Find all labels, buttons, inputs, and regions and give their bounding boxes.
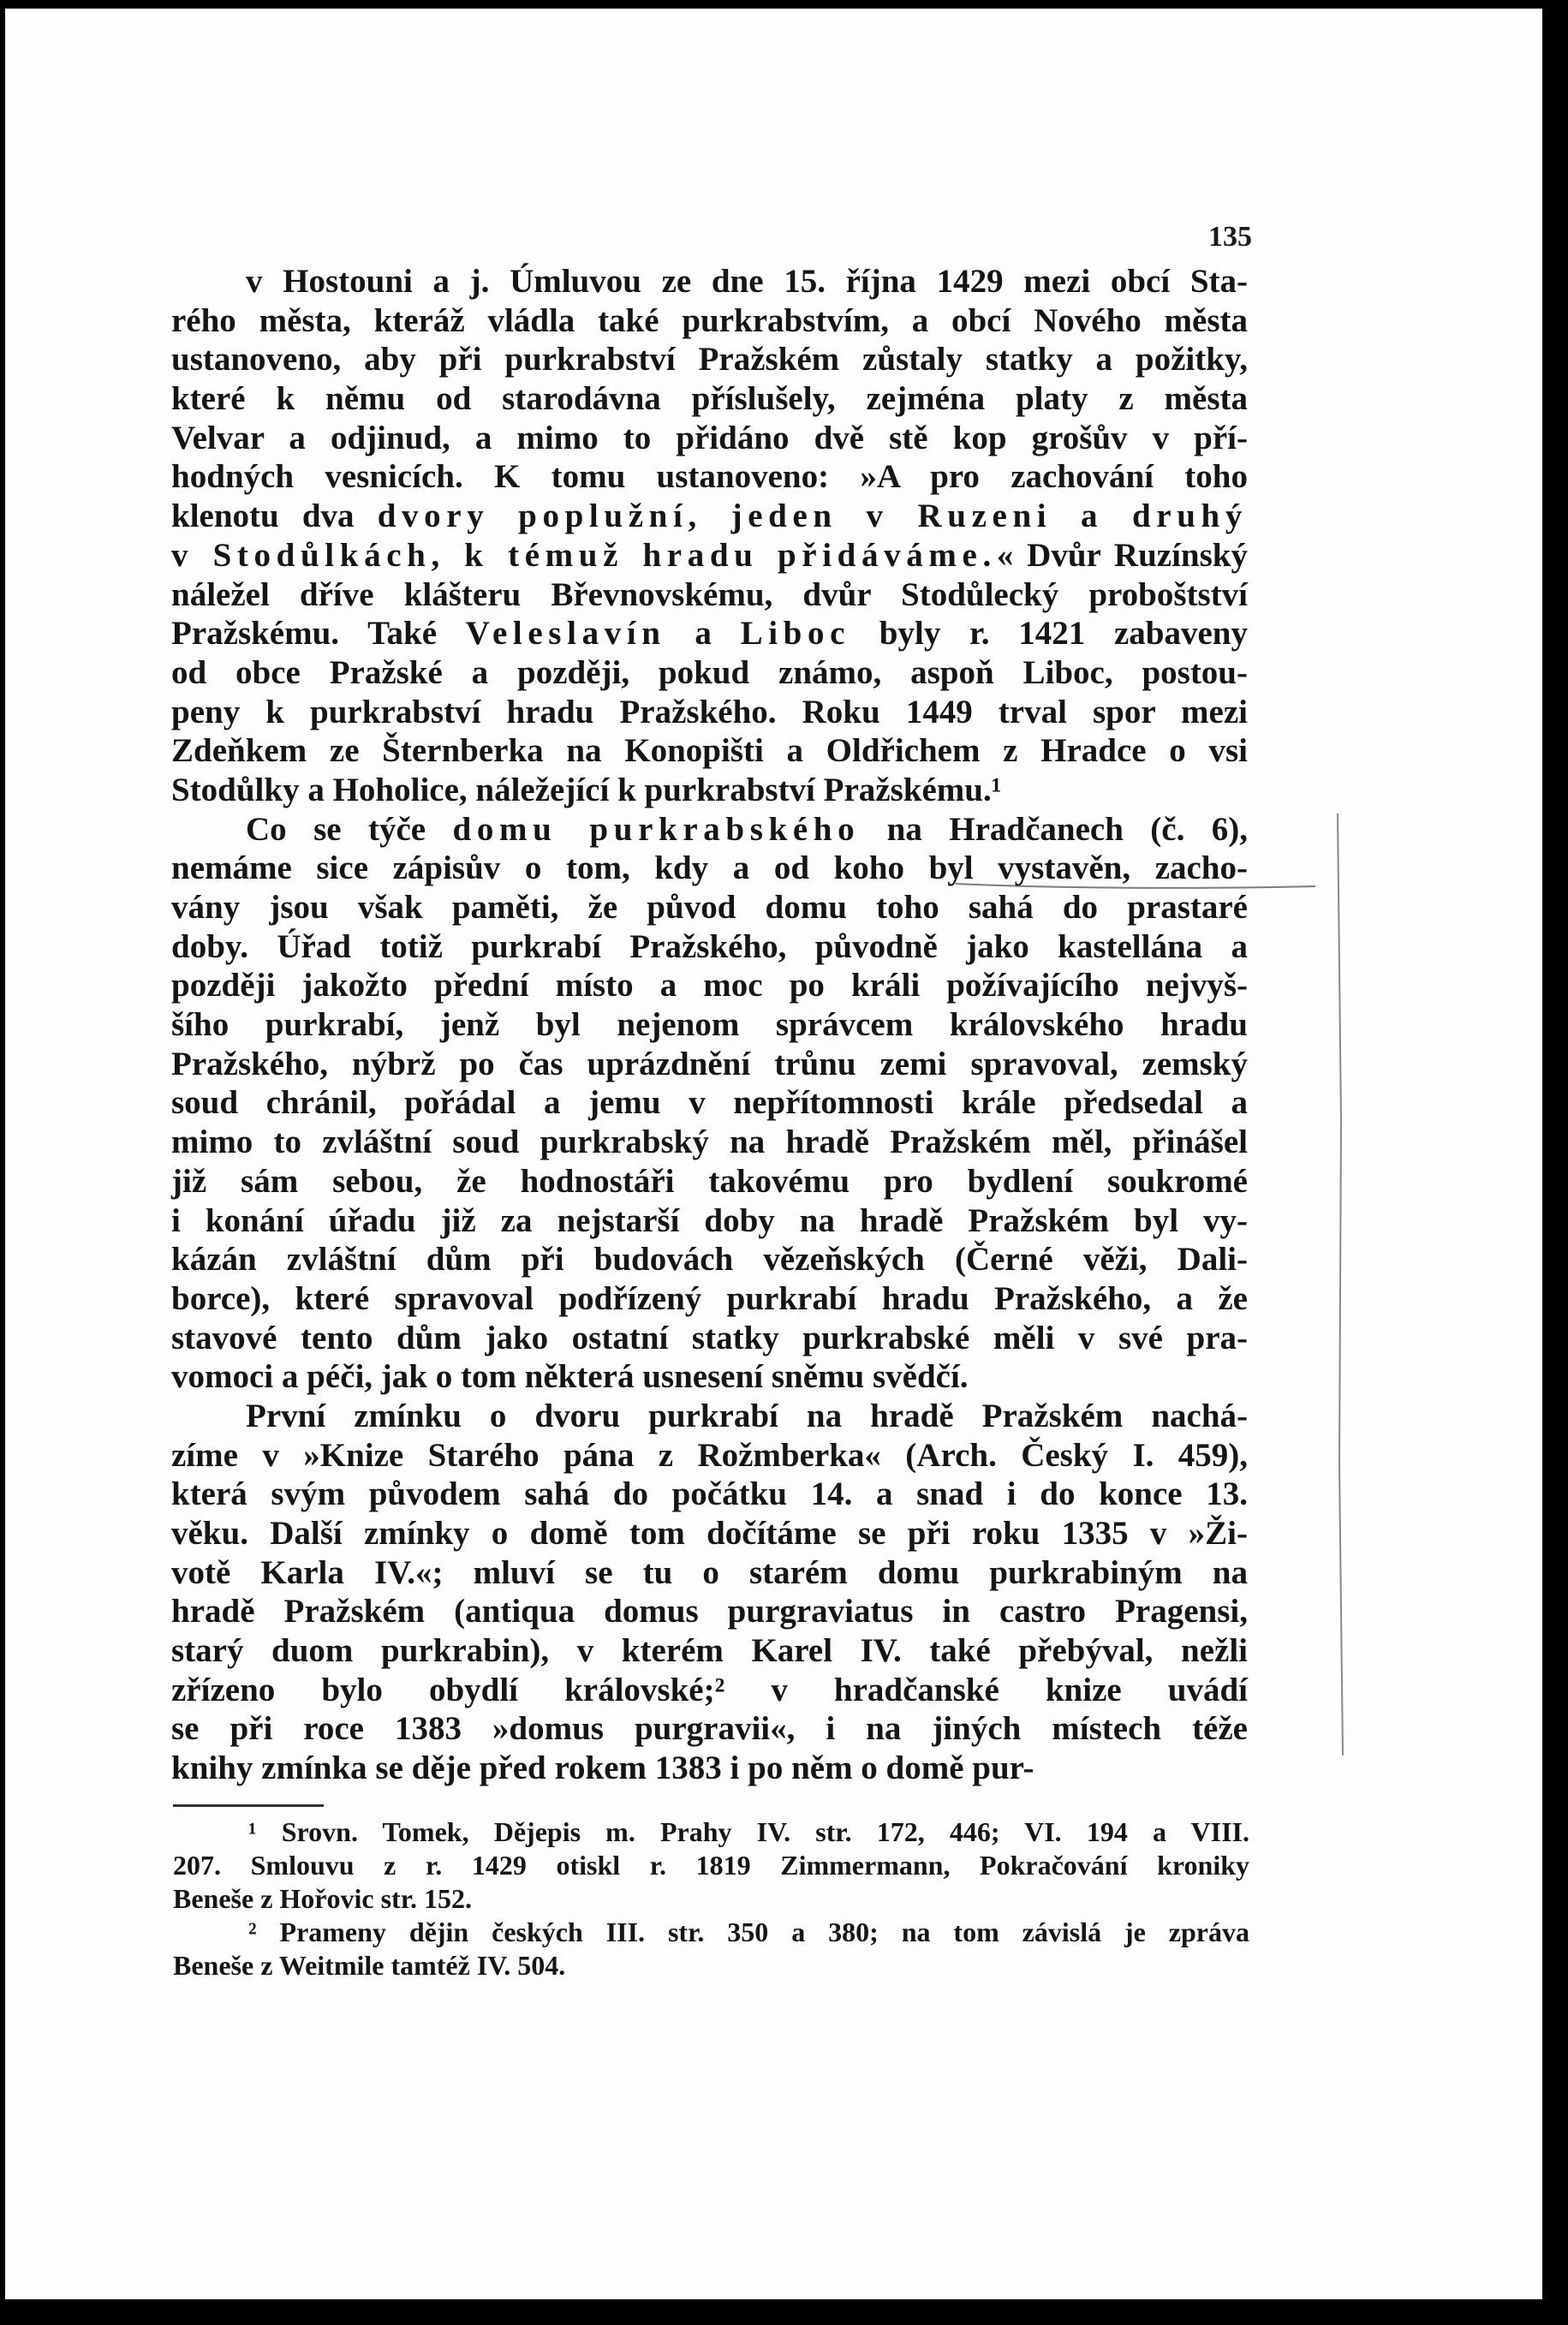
spaced-text: Liboc bbox=[740, 615, 851, 653]
text-segment: stavové tento dům jako ostatní statky purkrabské měli v své pra- bbox=[171, 1319, 1248, 1356]
text-segment: votě Karla IV.«; mluví se tu o starém domu purkrabiným na bbox=[171, 1553, 1248, 1591]
text-segment: 207. Smlouvu z r. 1429 otiskl r. 1819 Zimmermann, Pokračování kroniky bbox=[173, 1850, 1249, 1881]
text-segment: ustanoveno, aby při purkrabství Pražském zůstaly statky a požitky, bbox=[171, 341, 1248, 379]
text-segment: doby. Úřad totiž purkrabí Pražského, původně jako kastellána a bbox=[171, 927, 1248, 965]
page-number: 135 bbox=[1208, 221, 1252, 253]
text-segment: knihy zmínka se děje před rokem 1383 i po něm o domě pur- bbox=[171, 1750, 1034, 1787]
text-segment: zřízeno bylo obydlí královské;² v hradčanské knize uvádí bbox=[171, 1671, 1248, 1708]
text-segment: které k němu od starodávna příslušely, zejména platy z města bbox=[171, 380, 1248, 418]
text-segment: šího purkrabí, jenž byl nejenom správcem královského hradu bbox=[171, 1006, 1248, 1044]
text-segment: rého města, kteráž vládla také purkrabstvím, a obcí Nového města bbox=[171, 301, 1248, 339]
text-segment: nemáme sice zápisův o tom, kdy a od koho byl vystavěn, zacho- bbox=[171, 850, 1248, 887]
text-segment: náležel dříve klášteru Břevnovskému, dvůr Stodůlecký proboštství bbox=[171, 575, 1248, 613]
text-segment: od obce Pražské a později, pokud známo, aspoň Liboc, postou- bbox=[171, 653, 1248, 691]
text-segment: mimo to zvláštní soud purkrabský na hradě Pražském měl, přinášel bbox=[171, 1124, 1248, 1161]
text-segment: borce), které spravoval podřízený purkrabí hradu Pražského, a že bbox=[171, 1279, 1248, 1317]
text-segment: Beneše z Hořovic str. 152. bbox=[173, 1883, 472, 1914]
pencil-marks bbox=[5, 9, 1542, 2299]
text-segment: již sám sebou, že hodnostáři takovému pro bydlení soukromé bbox=[171, 1162, 1248, 1200]
text-segment: v Hostouni a j. Úmluvou ze dne 15. října 1429 mezi obcí Sta- bbox=[246, 263, 1248, 300]
text-segment: První zmínku o dvoru purkrabí na hradě Pražském nachá- bbox=[246, 1397, 1248, 1434]
text-segment: kázán zvláštní dům při budovách vězeňských (Černé věži, Dali- bbox=[171, 1241, 1248, 1279]
text-segment: zíme v »Knize Starého pána z Rožmberka« (Arch. Český I. 459), bbox=[171, 1436, 1248, 1474]
text-segment: Pražského, nýbrž po čas uprázdnění trůnu zemi spravoval, zemský bbox=[171, 1045, 1248, 1082]
spaced-text: domu purkrabského bbox=[452, 810, 861, 848]
text-segment: byly r. 1421 zabaveny bbox=[850, 615, 1248, 653]
text-segment: vány jsou však paměti, že původ domu toho sahá do prastaré bbox=[171, 889, 1248, 926]
text-segment: na Hradčanech (č. 6), bbox=[860, 810, 1248, 848]
text-segment: ² Prameny dějin českých III. str. 350 a 380; na tom závislá je zpráva bbox=[248, 1917, 1249, 1947]
text-segment: věku. Další zmínky o domě tom dočítáme se při roku 1335 v »Ži- bbox=[171, 1515, 1248, 1552]
text-segment: peny k purkrabství hradu Pražského. Roku 1449 trval spor mezi bbox=[171, 693, 1248, 730]
book-page bbox=[5, 9, 1542, 2299]
text-segment: starý duom purkrabin), v kterém Karel IV. také přebýval, nežli bbox=[171, 1632, 1248, 1670]
text-segment: Co se týče bbox=[246, 810, 453, 848]
pencil-margin-line bbox=[1338, 814, 1343, 1756]
text-segment: vomoci a péči, jak o tom některá usnesení sněmu svědčí. bbox=[171, 1358, 969, 1396]
text-segment: « Dvůr Ruzínský bbox=[996, 536, 1248, 574]
spaced-text: Veleslavín bbox=[465, 615, 666, 653]
text-segment: a bbox=[665, 615, 741, 653]
pencil-underline bbox=[956, 884, 1315, 888]
text-segment: i konání úřadu již za nejstarší doby na hradě Pražském byl vy- bbox=[171, 1201, 1248, 1239]
text-segment: Pražskému. Také bbox=[171, 615, 466, 653]
text-segment: Stodůlky a Hoholice, náležející k purkrabství Pražskému.¹ bbox=[171, 771, 1002, 808]
spaced-text: dvory poplužní, jeden v Ruzeni a druhý bbox=[377, 498, 1248, 535]
text-segment: Zdeňkem ze Šternberka na Konopišti a Oldřichem z Hradce o vsi bbox=[171, 732, 1248, 770]
text-segment: hodných vesnicích. K tomu ustanoveno: »A pro zachování toho bbox=[171, 458, 1248, 496]
text-segment: klenotu dva bbox=[171, 498, 378, 535]
text-segment: později jakožto přední místo a moc po králi požívajícího nejvyš- bbox=[171, 967, 1248, 1005]
text-segment: se při roce 1383 »domus purgravii«, i na jiných místech téže bbox=[171, 1710, 1248, 1748]
text-segment: soud chránil, pořádal a jemu v nepřítomnosti krále předsedal a bbox=[171, 1084, 1248, 1122]
text-segment: hradě Pražském (antiqua domus purgraviatus in castro Pragensi, bbox=[171, 1593, 1248, 1630]
text-segment: ¹ Srovn. Tomek, Dějepis m. Prahy IV. str. 172, 446; VI. 194 a VIII. bbox=[248, 1816, 1249, 1847]
text-segment: Beneše z Weitmile tamtéž IV. 504. bbox=[173, 1950, 566, 1981]
text-segment: která svým původem sahá do počátku 14. a snad i do konce 13. bbox=[171, 1475, 1248, 1513]
spaced-text: v Stodůlkách, k témuž hradu přidáváme. bbox=[171, 536, 997, 574]
text-segment: Velvar a odjinud, a mimo to přidáno dvě stě kop grošův v pří- bbox=[171, 419, 1248, 456]
